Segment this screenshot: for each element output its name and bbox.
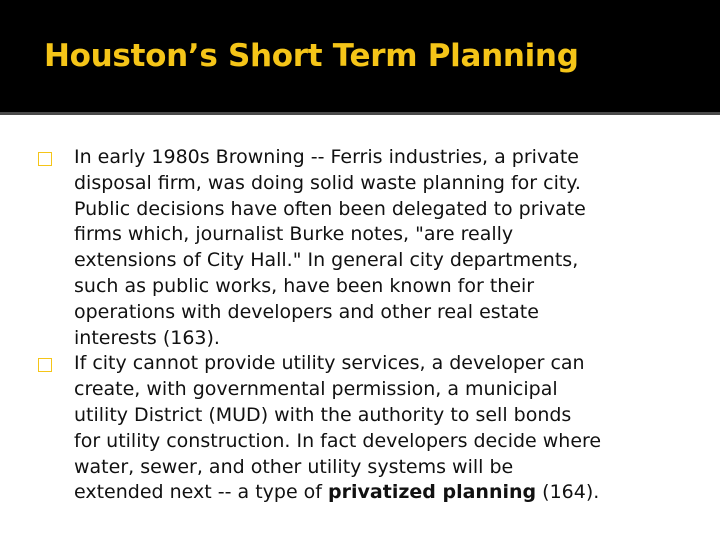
bullet-text-line: disposal firm, was doing solid waste planning for city. — [74, 171, 581, 194]
bullet-text-line-last — [74, 480, 708, 506]
text-run: extended next -- a type of — [74, 481, 329, 504]
bullet-text-line: water, sewer, and other utility systems will be — [74, 455, 514, 478]
bullet-text-line: such as public works, have been known for their — [74, 274, 535, 297]
hollow-square-bullet-icon — [38, 152, 52, 166]
bullet-text-line: utility District (MUD) with the authority to sell bonds — [74, 403, 572, 426]
title-bar — [0, 0, 720, 112]
bold-term: privatized planning — [328, 481, 537, 504]
bullet-text-line: operations with developers and other real estate — [74, 300, 539, 323]
slide-body — [38, 145, 708, 506]
bullet-item — [38, 145, 708, 351]
bullet-text-line: If city cannot provide utility services, a developer can — [74, 352, 585, 375]
bullet-text-line: firms which, journalist Burke notes, "are really — [74, 223, 514, 246]
bullet-text-line: interests (163). — [74, 326, 220, 349]
title-divider — [0, 112, 720, 115]
bullet-text-line: extensions of City Hall." In general city departments, — [74, 249, 579, 272]
slide-title: Houston’s Short Term Planning — [44, 38, 579, 74]
hollow-square-bullet-icon — [38, 358, 52, 372]
bullet-item — [38, 351, 708, 506]
bullet-text-line: Public decisions have often been delegated to private — [74, 197, 586, 220]
text-run: (164). — [536, 481, 600, 504]
bullet-text-line: for utility construction. In fact developers decide where — [74, 429, 602, 452]
bullet-text-line: In early 1980s Browning -- Ferris industries, a private — [74, 146, 579, 168]
bullet-text-line: create, with governmental permission, a municipal — [74, 378, 558, 401]
